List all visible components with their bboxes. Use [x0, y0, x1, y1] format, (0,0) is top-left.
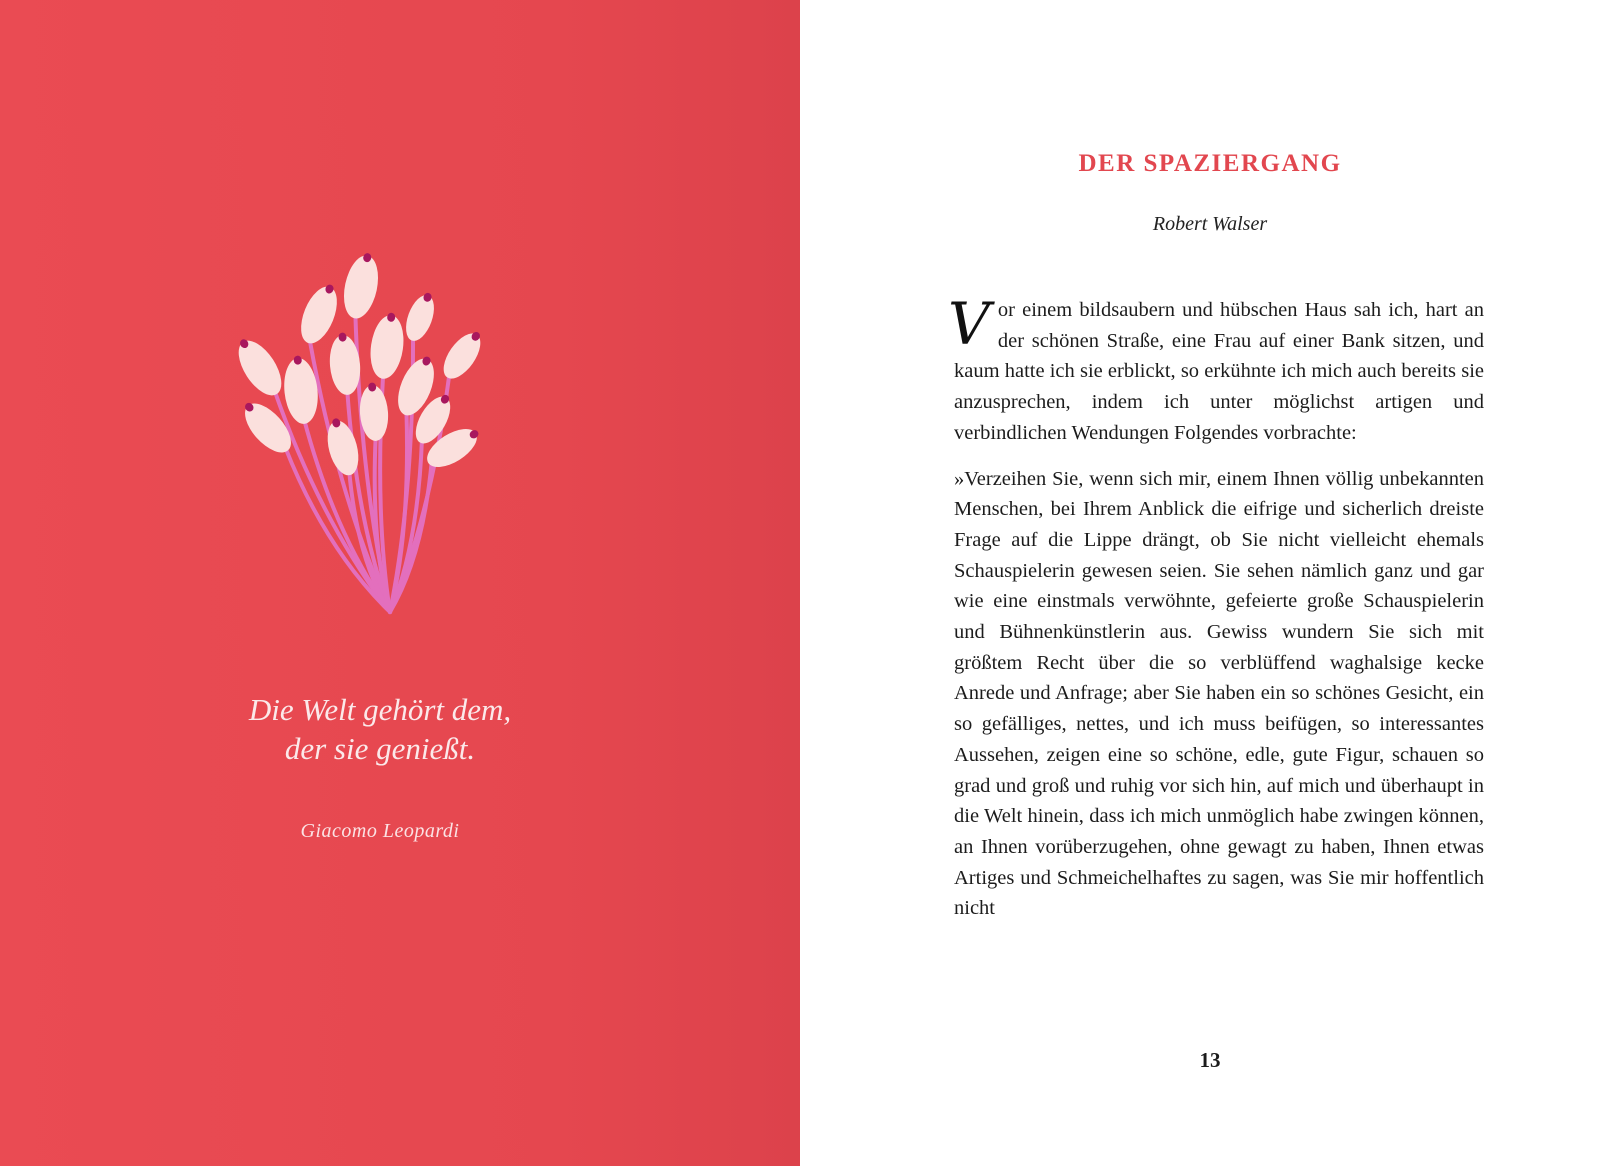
story-body — [948, 290, 1484, 924]
quote — [180, 690, 580, 768]
page-number: 13 — [1199, 1048, 1221, 1072]
quote-author: Giacomo Leopardi — [300, 820, 460, 842]
flower-bouquet-icon — [236, 250, 496, 635]
drop-cap: V — [948, 290, 990, 358]
right-page — [800, 0, 1600, 1166]
story-author: Robert Walser — [1152, 213, 1268, 235]
paragraph-1 — [948, 290, 1484, 449]
flower-bud — [339, 250, 384, 322]
paragraph-1-text: or einem bildsaubern und hübschen Haus sah ich, hart an der schönen Straße, eine Frau auf einer Bank sitzen, und kaum hatte ich sie erblickt, so erkühnte ich mich auch bereits sie anzusprechen, indem ich unter möglichst artigen und verbindlichen Wendungen Folgendes vorbrachte: — [954, 299, 1484, 444]
flower-bud — [401, 289, 441, 345]
paragraph-2: »Verzeihen Sie, wenn sich mir, einem Ihnen völlig unbekannten Menschen, bei Ihrem Anblick die eifrige und sicherlich dreiste Frage auf die Lippe drängt, ob Sie nicht vielleicht ehemals Schauspielerin gewesen seien. Sie sehen nämlich ganz und gar wie eine einstmals verwöhnte, gefeierte große Schauspielerin und Bühnenkünstlerin aus. Gewiss wundern Sie sich mit größtem Recht über die so verblüffend waghalsige kecke Anrede und Anfrage; aber Sie haben ein so schönes Gesicht, ein so gefälliges, nettes, und ich muss beifügen, so interessantes Aussehen, zeigen eine so schöne, edle, gute Figur, schauen so grad und groß und ruhig vor sich hin, auf mich und überhaupt in die Welt hinein, dass ich mich unmöglich habe zwingen können, an Ihnen vorüberzugehen, ohne gewagt zu haben, Ihnen etwas Artiges und Schmeichelhaftes zu sagen, was Sie mir hoffentlich nicht — [954, 467, 1484, 920]
flower-bud — [236, 331, 290, 402]
flower-bud — [367, 311, 408, 381]
quote-line-1: Die Welt gehört dem, — [248, 692, 512, 727]
story-title: DER SPAZIERGANG — [1078, 150, 1342, 177]
flower-bud — [436, 325, 489, 385]
quote-line-2: der sie genießt. — [284, 731, 476, 766]
